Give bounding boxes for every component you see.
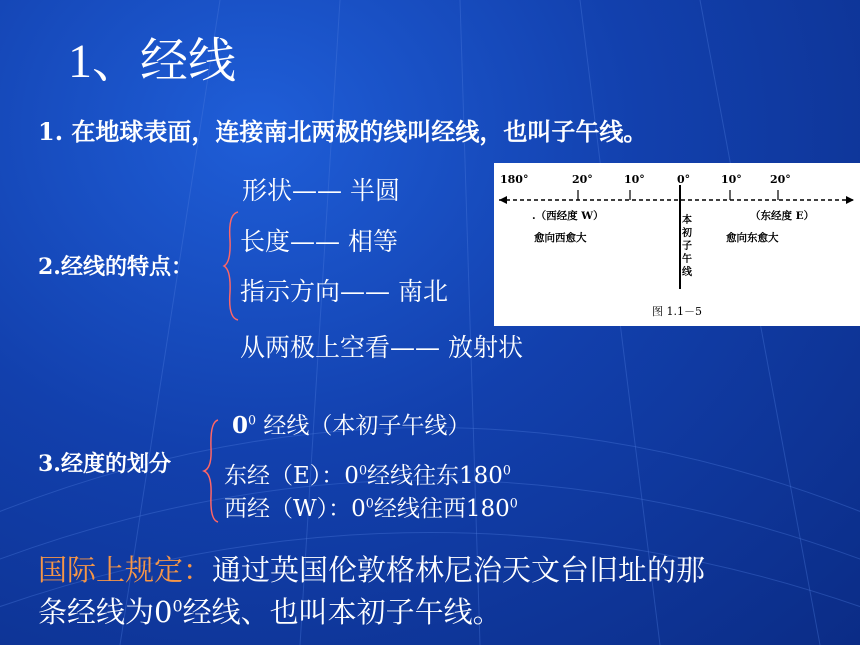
rule-text1: 通过英国伦敦格林尼治天文台旧址的那 (212, 553, 706, 587)
feature-polar-view: 从两极上空看—— 放射状 (240, 333, 523, 362)
east-end-sup: 0 (502, 462, 511, 478)
east-label: （东经度 E） (750, 210, 815, 222)
division-brace (202, 418, 220, 524)
meridian-char-2: 初 (682, 228, 692, 239)
meridian-char-5: 线 (682, 267, 692, 278)
feature-direction: 指示方向—— 南北 (240, 277, 448, 306)
feature-shape: 形状—— 半圆 (242, 176, 400, 205)
zero-degree-number: 0 (232, 412, 249, 439)
diagram-caption: 图 1.1－5 (652, 305, 702, 318)
features-label: 2.经线的特点： (38, 254, 193, 280)
rule-text2-sup: 0 (172, 596, 183, 616)
international-rule-line2 (38, 590, 502, 631)
meridian-char-3: 子 (682, 241, 692, 252)
longitude-diagram (494, 163, 860, 326)
division-label: 3.经度的划分 (38, 451, 171, 477)
east-mid: 经线往东180 (366, 463, 503, 489)
tick-label-0: 0° (677, 173, 691, 186)
west-prefix: 西经（W）：0 (224, 496, 366, 522)
west-end-sup: 0 (509, 495, 518, 511)
west-arrow (499, 196, 507, 204)
west-label: .（西经度 W） (532, 210, 604, 222)
tick-label-e10: 10° (721, 173, 742, 186)
meridian-char-1: 本 (682, 215, 692, 226)
meridian-char-4: 午 (682, 254, 692, 265)
west-prefix-sup: 0 (365, 495, 374, 511)
slide-title: 1、经线 (68, 35, 237, 88)
international-rule-line1 (38, 548, 705, 589)
west-mid: 经线往西180 (373, 496, 510, 522)
west-longitude-item (224, 490, 518, 523)
east-description: 愈向东愈大 (726, 232, 779, 244)
zero-meridian-text: 经线（本初子午线） (263, 413, 471, 439)
tick-label-w20: 20° (572, 173, 593, 186)
features-brace (222, 210, 240, 322)
tick-label-180: 180° (500, 173, 529, 186)
degree-superscript: 0 (248, 412, 257, 428)
west-description: 愈向西愈大 (534, 232, 587, 244)
tick-label-w10: 10° (624, 173, 645, 186)
zero-meridian-item (232, 407, 470, 440)
east-arrow (846, 196, 854, 204)
rule-text2a: 条经线为0 (38, 595, 173, 629)
tick-label-e20: 20° (770, 173, 791, 186)
east-prefix-sup: 0 (358, 462, 367, 478)
feature-length: 长度—— 相等 (240, 227, 398, 256)
east-prefix: 东经（E）：0 (224, 463, 359, 489)
rule-text2b: 经线、也叫本初子午线。 (182, 595, 502, 629)
rule-highlight: 国际上规定： (38, 553, 213, 587)
meridian-definition: 1. 在地球表面，连接南北两极的线叫经线，也叫子午线。 (38, 117, 648, 146)
east-longitude-item (224, 457, 511, 490)
